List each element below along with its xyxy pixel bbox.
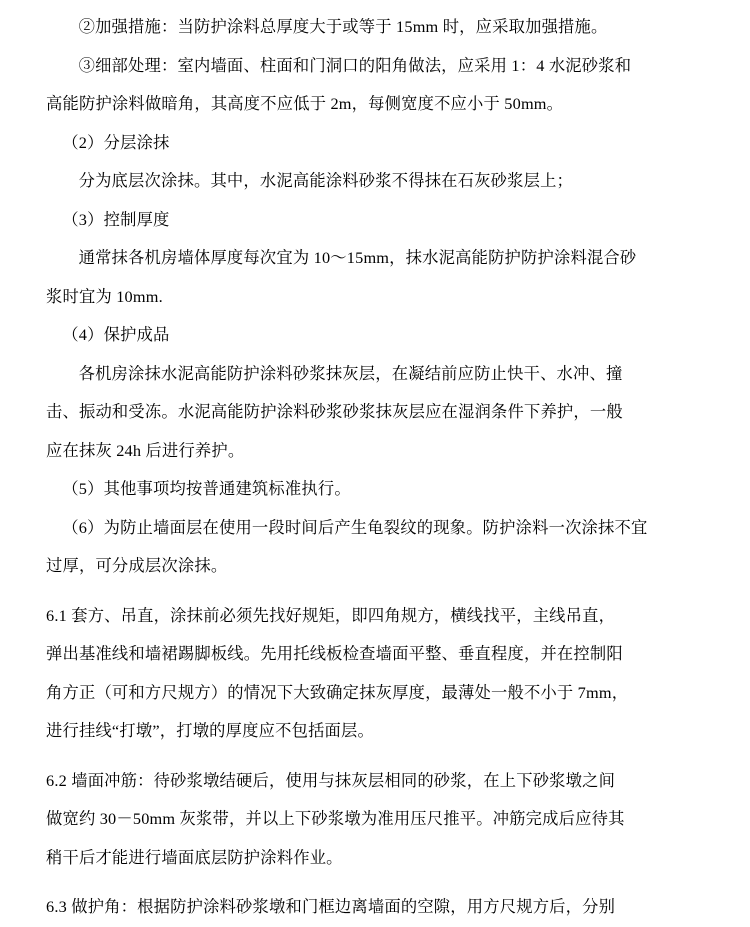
paragraph-spacer [46, 751, 704, 762]
paragraph-section-6-1-line4: 进行挂线“打墩”，打墩的厚度应不包括面层。 [46, 721, 374, 740]
paragraph-item-3-detail-treatment-cont: 高能防护涂料做暗角，其高度不应低于 2m，每侧宽度不应小于 50mm。 [46, 94, 564, 113]
paragraph-section-6-1-squaring-plumbing: 6.1 套方、吊直，涂抹前必须先找好规矩，即四角规方，横线找平，主线吊直， [46, 605, 616, 625]
paragraph-item-5-other-matters: （5）其他事项均按普通建筑标准执行。 [62, 479, 351, 498]
paragraph-item-6-crack-prevention: （6）为防止墙面层在使用一段时间后产生龟裂纹的现象。防护涂料一次涂抹不宜 [62, 517, 648, 537]
paragraph-spacer [46, 586, 704, 597]
document-body [46, 8, 704, 927]
paragraph-item-4-protect-product-title: （4）保护成品 [62, 325, 170, 344]
paragraph-section-6-1-line3: 角方正（可和方尺规方）的情况下大致确定抹灰厚度，最薄处一般不小于 7mm， [46, 682, 629, 702]
paragraph-item-4-protect-product-body-3: 应在抹灰 24h 后进行养护。 [46, 440, 245, 460]
paragraph-item-3-thickness-control-title: （3）控制厚度 [62, 209, 170, 229]
paragraph-section-6-1-line2: 弹出基准线和墙裙踢脚板线。先用托线板检查墙面平整、垂直程度，并在控制阳 [46, 644, 623, 663]
paragraph-spacer [46, 877, 704, 888]
paragraph-item-2-layered-coating-title: （2）分层涂抹 [62, 132, 170, 152]
paragraph-section-6-2-line2: 做宽约 30－50mm 灰浆带，并以上下砂浆墩为准用压尺推平。冲筋完成后应待其 [46, 809, 625, 828]
paragraph-item-6-crack-prevention-cont: 过厚，可分成层次涂抹。 [46, 556, 228, 575]
paragraph-item-3-detail-treatment: ③细部处理：室内墙面、柱面和门洞口的阳角做法，应采用 1：4 水泥砂浆和 [78, 55, 632, 75]
paragraph-item-4-protect-product-body: 各机房涂抹水泥高能防护涂料砂浆抹灰层，在凝结前应防止快干、水冲、撞 [78, 363, 623, 383]
paragraph-section-6-2-line3: 稍干后才能进行墙面底层防护涂料作业。 [46, 847, 343, 867]
paragraph-section-6-2-wall-flushing: 6.2 墙面冲筋：待砂浆墩结硬后，使用与抹灰层相同的砂浆，在上下砂浆墩之间 [46, 770, 616, 790]
paragraph-item-3-thickness-control-body-cont: 浆时宜为 10mm. [46, 286, 163, 306]
paragraph-item-2-layered-coating-body: 分为底层次涂抹。其中，水泥高能涂料砂浆不得抹在石灰砂浆层上； [78, 171, 574, 190]
paragraph-section-6-3-corner-making: 6.3 做护角：根据防护涂料砂浆墩和门框边离墙面的空隙，用方尺规方后，分别 [46, 897, 616, 916]
paragraph-item-2-strengthen-measures: ②加强措施：当防护涂料总厚度大于或等于 15mm 时，应采取加强措施。 [78, 17, 608, 36]
paragraph-item-4-protect-product-body-2: 击、振动和受冻。水泥高能防护涂料砂浆砂浆抹灰层应在湿润条件下养护，一般 [46, 402, 623, 421]
paragraph-item-3-thickness-control-body: 通常抹各机房墙体厚度每次宜为 10～15mm，抹水泥高能防护防护涂料混合砂 [78, 248, 637, 267]
